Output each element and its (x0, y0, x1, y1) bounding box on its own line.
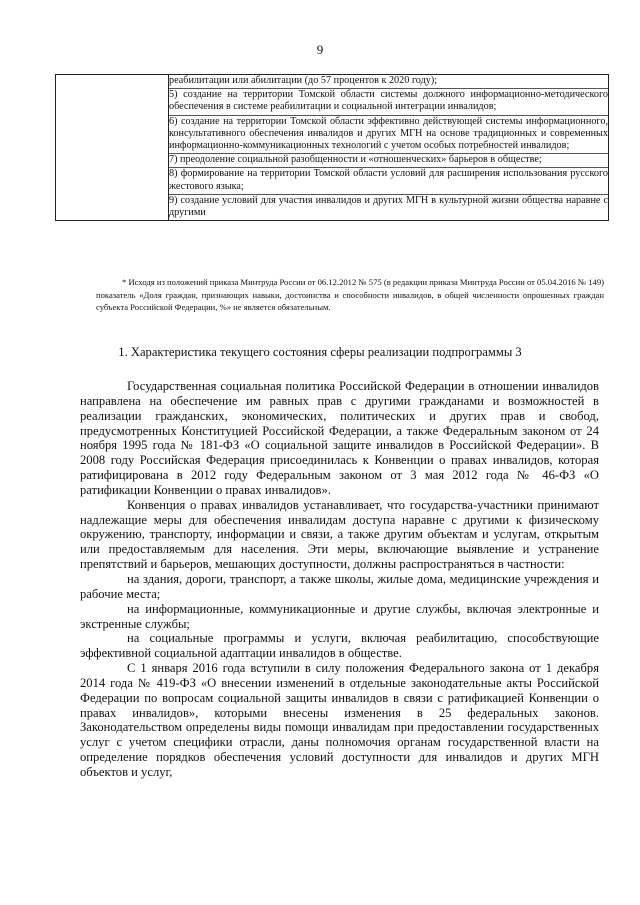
paragraph: на социальные программы и услуги, включая реабилитацию, способствующие эффективной социальной адаптации инвалидов в обществе. (80, 631, 599, 661)
table-cell-goals (169, 75, 609, 221)
paragraph: Государственная социальная политика Российской Федерации в отношении инвалидов направлена на обеспечение им равных прав с другими гражданами и возможностей в реализации гражданских, экономических, политических и других прав и свобод, предусмотренных Конституцией Российской Федерации, а также Федеральным законом от 24 ноября 1995 года № 181-ФЗ «О социальной защите инвалидов в Российской Федерации». В 2008 году Российская Федерация присоединилась к Конвенции о правах инвалидов, которая ратифицирована в 2012 году Федеральным законом от 3 мая 2012 года № 46-ФЗ «О ратификации Конвенции о правах инвалидов». (80, 379, 599, 497)
goal-item: реабилитации или абилитации (до 57 процентов к 2020 году); (169, 75, 608, 89)
table-row (56, 75, 609, 221)
goal-item: 6) создание на территории Томской области эффективно действующей системы информационного, консультативного обеспечения инвалидов и других МГН на основе традиционных и современных информационно-коммуникационных технологий с учетом особых потребностей инвалидов; (169, 116, 608, 155)
table-cell-empty (56, 75, 169, 221)
goal-item: 8) формирование на территории Томской области условий для расширения использования русского жестового языка; (169, 168, 608, 194)
goals-table (55, 74, 609, 221)
footnote: * Исходя из положений приказа Минтруда России от 06.12.2012 № 575 (в редакции приказа Минтруда России от 05.04.2016 № 149) показатель «Доля граждан, признающих навыки, достоинства и способности инвалидов, в общей численности опрошенных граждан субъекта Российской Федерации, %» не является обязательным. (96, 277, 604, 313)
section-body (80, 378, 599, 780)
goal-item: 7) преодоление социальной разобщенности и «отношенческих» барьеров в обществе; (169, 154, 608, 168)
page-number: 9 (316, 42, 324, 57)
paragraph: С 1 января 2016 года вступили в силу положения Федерального закона от 1 декабря 2014 года № 419-ФЗ «О внесении изменений в отдельные законодательные акты Российской Федерации по вопросам социальной защиты инвалидов в связи с ратификацией Конвенции о правах инвалидов», которыми внесены изменения в 25 федеральных законов. Законодательством определены виды помощи инвалидам при предоставлении государственных услуг с учетом специфики отрасли, даны полномочия органам государственной власти на определение порядков обеспечения условий доступности для инвалидов и других МГН объектов и услуг, (80, 661, 599, 779)
goal-item: 9) создание условий для участия инвалидов и других МГН в культурной жизни общества наравне с другими (169, 194, 608, 219)
section-heading: 1. Характеристика текущего состояния сферы реализации подпрограммы 3 (118, 345, 522, 359)
paragraph: на информационные, коммуникационные и другие службы, включая электронные и экстренные службы; (80, 601, 599, 631)
paragraph: на здания, дороги, транспорт, а также школы, жилые дома, медицинские учреждения и рабочие места; (80, 571, 599, 601)
paragraph: Конвенция о правах инвалидов устанавливает, что государства-участники принимают надлежащие меры для обеспечения инвалидам доступа наравне с другими к физическому окружению, транспорту, информации и связи, а также другим объектам и услугам, открытым или предоставляемым для населения. Эти меры, включающие выявление и устранение препятствий и барьеров, мешающих доступности, должны распространяться в частности: (80, 497, 599, 572)
goal-item: 5) создание на территории Томской области системы должного информационно-методического обеспечения в системе реабилитации и социальной интеграции инвалидов; (169, 89, 608, 115)
